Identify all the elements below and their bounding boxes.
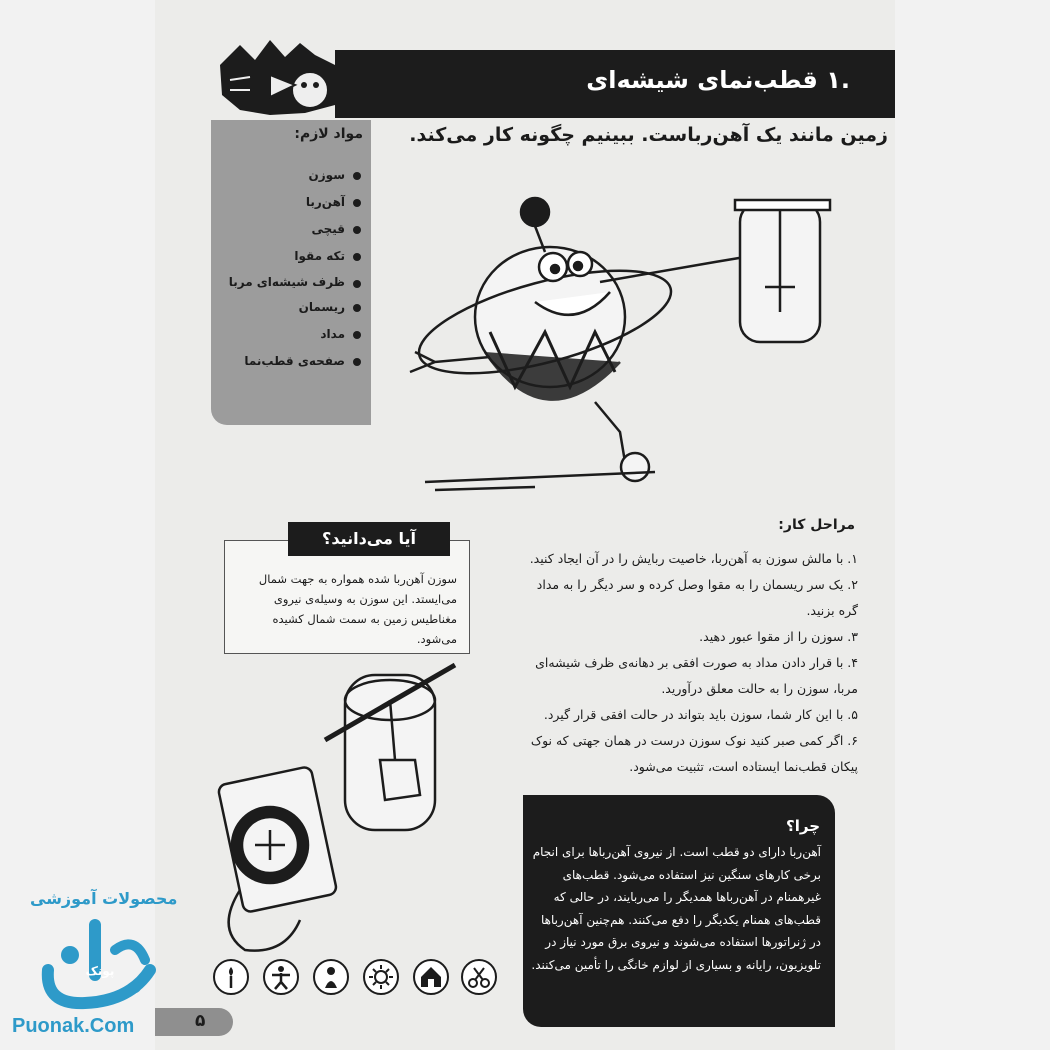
materials-panel [211, 120, 371, 425]
did-you-know-box [224, 540, 470, 654]
bullet-icon [353, 226, 361, 234]
bullet-icon [353, 358, 361, 366]
material-item [221, 348, 361, 375]
steps-heading: مراحل کار: [778, 517, 855, 533]
why-text: آهن‌ربا دارای دو قطب است. از نیروی آهن‌رباها برای انجام برخی کارهای سنگین نیز استفاده می‌شود. قطب‌های غیرهمنام در آهن‌رباها همدیگر را می‌ربایند، در حالی که قطب‌های همنام یکدیگر را دفع می‌کنند. هم‌چنین آهن‌رباها در ژنراتورها استفاده می‌شوند و نیروی برق مورد نیاز در تلویزیون، رایانه و بسیاری از لوازم خانگی را تأمین می‌کنند. [531, 845, 821, 972]
torch-icon [212, 958, 250, 996]
material-label: سوزن [308, 168, 345, 182]
house-icon [412, 958, 450, 996]
watermark-site: Puonak.Com [12, 1015, 135, 1037]
watermark-tagline: محصولات آموزشی [30, 889, 178, 908]
material-label: صفحه‌ی قطب‌نما [244, 354, 345, 368]
material-label: قیچی [311, 222, 345, 236]
step-item: ۳. سوزن را از مقوا عبور دهید. [699, 629, 858, 644]
bullet-icon [353, 280, 361, 288]
scissors-icon [460, 958, 498, 996]
title-text: قطب‌نمای شیشه‌ای [586, 66, 818, 94]
bullet-icon [353, 199, 361, 207]
material-item [221, 321, 361, 348]
materials-list [221, 162, 361, 375]
figure-icon [262, 958, 300, 996]
page-number: ۵ [195, 1011, 206, 1031]
material-item [221, 189, 361, 216]
why-box [523, 795, 835, 1027]
jar-compass-illustration [205, 660, 465, 960]
step-item: ۶. اگر کمی صبر کنید نوک سوزن درست در همان جهتی که نوک پیکان قطب‌نما ایستاده است، تثبیت می‌شود. [530, 733, 858, 774]
did-you-know-text: سوزن آهن‌ربا شده همواره به جهت شمال می‌ایستد. این سوزن به وسیله‌ی نیروی مغناطیس زمین به سمت شمال کشیده می‌شود. [258, 572, 457, 646]
page-title [586, 66, 850, 94]
did-you-know-heading: آیا می‌دانید؟ [288, 522, 450, 556]
title-bar [335, 50, 895, 118]
page-number-tab [155, 1008, 233, 1036]
bullet-icon [353, 172, 361, 180]
bullet-icon [353, 253, 361, 261]
page-subtitle: زمین مانند یک آهن‌رباست. ببینیم چگونه کار می‌کند. [409, 124, 888, 146]
material-label: ظرف شیشه‌ای مربا [228, 275, 345, 289]
steps-list [523, 546, 858, 780]
magnet-character-illustration [395, 172, 855, 502]
activity-icons [210, 958, 500, 1000]
sun-icon [362, 958, 400, 996]
materials-heading: مواد لازم: [294, 126, 363, 142]
material-label: مداد [320, 327, 345, 341]
watermark-logo [40, 915, 160, 1010]
why-heading: چرا؟ [786, 817, 820, 835]
step-item: ۵. با این کار شما، سوزن باید بتواند در حالت افقی قرار گیرد. [543, 707, 858, 722]
bullet-icon [353, 304, 361, 312]
header-character-illustration [210, 35, 355, 125]
step-item: ۲. یک سر ریسمان را به مقوا وصل کرده و سر دیگر را به مداد گره بزنید. [536, 577, 858, 618]
person-icon [312, 958, 350, 996]
title-number: .۱ [826, 66, 850, 94]
material-label: آهن‌ربا [305, 195, 345, 209]
step-item: ۱. با مالش سوزن به آهن‌ربا، خاصیت ربایش را در آن ایجاد کنید. [529, 551, 858, 566]
material-label: ریسمان [298, 300, 345, 314]
material-item [221, 243, 361, 270]
material-item [221, 216, 361, 243]
material-item [221, 294, 361, 321]
material-item [221, 270, 361, 294]
bullet-icon [353, 331, 361, 339]
watermark-logo-text: پونک [85, 964, 115, 978]
material-label: تکه مقوا [294, 249, 345, 263]
material-item [221, 162, 361, 189]
step-item: ۴. با قرار دادن مداد به صورت افقی بر دهانه‌ی ظرف شیشه‌ای مربا، سوزن را به حالت معلق درآورید. [535, 655, 858, 696]
